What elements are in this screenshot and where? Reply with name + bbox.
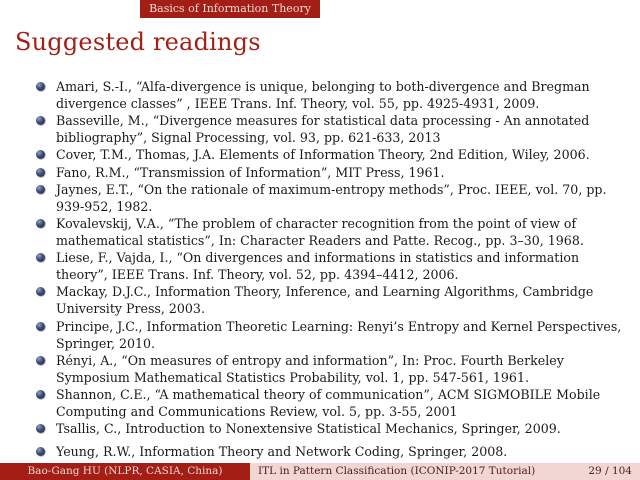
header-left-segment <box>0 0 140 18</box>
bullet-icon <box>36 150 45 159</box>
reference-item <box>36 164 626 181</box>
bullet-icon <box>36 82 45 91</box>
reference-item <box>36 78 626 112</box>
bullet-icon <box>36 287 45 296</box>
reference-text: Jaynes, E.T., “On the rationale of maximum-entropy methods”, Proc. IEEE, vol. 70, pp. 939-952, 1982. <box>56 181 607 214</box>
reference-item <box>36 318 626 352</box>
bullet-icon <box>36 390 45 399</box>
reference-text: Rényi, A., “On measures of entropy and information”, In: Proc. Fourth Berkeley Symposium Mathematical Statistics Probability, vol. 1, pp. 547-561, 1961. <box>56 352 564 385</box>
footer-bar <box>0 463 640 480</box>
bullet-icon <box>36 322 45 331</box>
reference-item <box>36 181 626 215</box>
reference-item <box>36 386 626 420</box>
bullet-icon <box>36 356 45 365</box>
reference-text: Mackay, D.J.C., Information Theory, Inference, and Learning Algorithms, Cambridge University Press, 2003. <box>56 284 594 317</box>
slide-title: Suggested readings <box>15 28 261 56</box>
bullet-icon <box>36 168 45 177</box>
section-title[interactable]: Basics of Information Theory <box>140 0 320 18</box>
footer-author[interactable]: Bao-Gang HU (NLPR, CASIA, China) <box>0 463 250 480</box>
bullet-icon <box>36 219 45 228</box>
bullet-icon <box>36 253 45 262</box>
footer-talk-title[interactable]: ITL in Pattern Classification (ICONIP-2017 Tutorial) <box>250 463 568 480</box>
reference-text: Fano, R.M., “Transmission of Information”, MIT Press, 1961. <box>56 164 445 180</box>
page-number: 29 / 104 <box>568 463 640 480</box>
reference-item <box>36 146 626 163</box>
reference-item <box>36 283 626 317</box>
header-bar <box>0 0 640 18</box>
header-right-segment <box>320 0 640 18</box>
bullet-icon <box>36 185 45 194</box>
reference-list <box>36 78 626 460</box>
bullet-icon <box>36 447 45 456</box>
reference-text: Amari, S.-I., “Alfa-divergence is unique, belonging to both-divergence and Bregman divergence classes” , IEEE Trans. Inf. Theory, vol. 55, pp. 4925-4931, 2009. <box>56 79 590 111</box>
reference-item <box>36 420 626 437</box>
bullet-icon <box>36 116 45 125</box>
reference-text: Kovalevskij, V.A., “The problem of character recognition from the point of view of mathematical statistics”, In: Character Readers and Patte. Recog., pp. 3–30, 1968. <box>56 215 584 248</box>
reference-text: Tsallis, C., Introduction to Nonextensive Statistical Mechanics, Springer, 2009. <box>56 421 561 437</box>
reference-item <box>36 249 626 283</box>
reference-text: Basseville, M., “Divergence measures for statistical data processing - An annotated bibliography”, Signal Processing, vol. 93, pp. 621-633, 2013 <box>56 113 590 146</box>
reference-text: Cover, T.M., Thomas, J.A. Elements of Information Theory, 2nd Edition, Wiley, 2006. <box>56 147 590 163</box>
reference-item <box>36 443 626 460</box>
reference-item <box>36 112 626 146</box>
reference-text: Principe, J.C., Information Theoretic Learning: Renyi’s Entropy and Kernel Perspectives, Springer, 2010. <box>56 318 622 351</box>
reference-text: Liese, F., Vajda, I., “On divergences and informations in statistics and information theory”, IEEE Trans. Inf. Theory, vol. 52, pp. 4394–4412, 2006. <box>56 250 580 283</box>
reference-text: Yeung, R.W., Information Theory and Network Coding, Springer, 2008. <box>56 444 508 460</box>
bullet-icon <box>36 424 45 433</box>
reference-item <box>36 352 626 386</box>
reference-item <box>36 215 626 249</box>
reference-text: Shannon, C.E., “A mathematical theory of communication”, ACM SIGMOBILE Mobile Computing and Communications Review, vol. 5, pp. 3-55, 2001 <box>56 386 601 419</box>
